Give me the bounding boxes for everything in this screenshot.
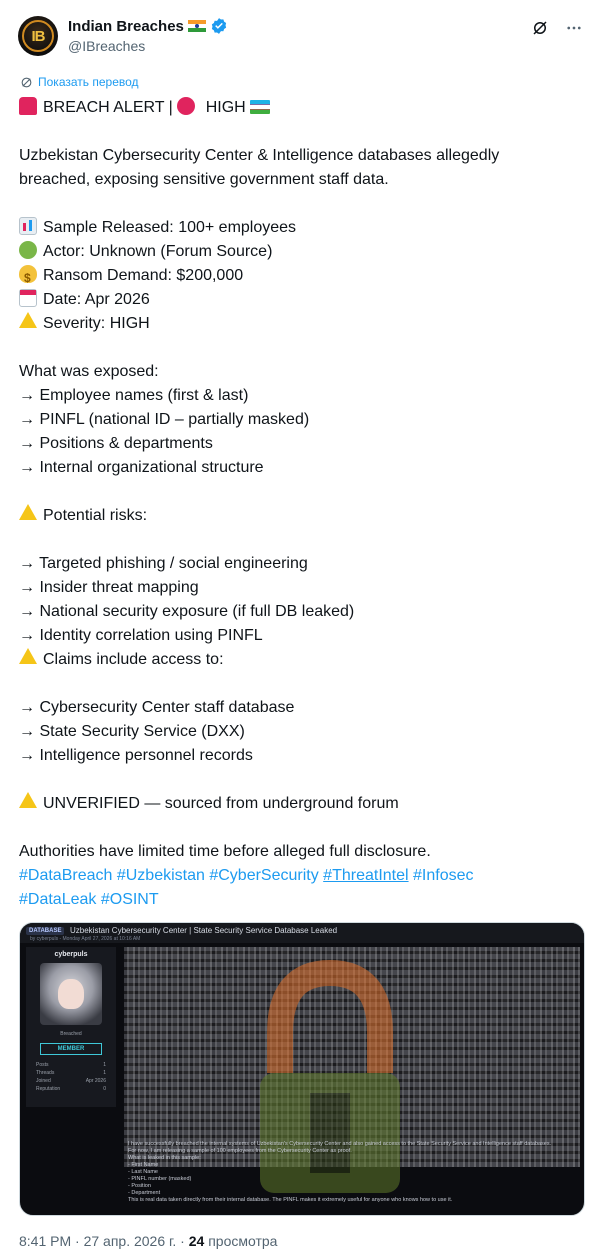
exposed-item: → Internal organizational structure [19, 459, 264, 476]
hashtag-link[interactable]: #CyberSecurity [209, 867, 319, 884]
forum-username: cyberpuls [54, 951, 88, 958]
stat-row: Threads 1 [36, 1070, 106, 1076]
tweet-footer [19, 1233, 277, 1249]
actor-line [19, 240, 585, 264]
tweet-text [19, 96, 585, 912]
masks-emoji [19, 241, 37, 259]
unverified-text: UNVERIFIED — sourced from underground forum [43, 795, 399, 812]
attached-screenshot[interactable] [19, 922, 585, 1216]
warning-emoji [19, 504, 37, 520]
translate-link[interactable] [20, 75, 139, 89]
forum-user-card [26, 947, 116, 1107]
risks-header-line [19, 504, 585, 528]
hashtag-link[interactable]: #DataLeak [19, 891, 97, 908]
hashtag-link[interactable]: #DataBreach [19, 867, 113, 884]
actor-text: Actor: Unknown (Forum Source) [43, 243, 273, 260]
stat-row: Joined Apr 2026 [36, 1078, 106, 1084]
post-line: What is leaked in this sample: [128, 1155, 201, 1161]
india-flag-icon [188, 20, 206, 32]
post-line: - First Name [128, 1162, 159, 1168]
alert-line [19, 96, 585, 120]
claim-item: → Cybersecurity Center staff database [19, 699, 295, 716]
ransom-text: Ransom Demand: $200,000 [43, 267, 244, 284]
unverified-line [19, 792, 585, 816]
warning-emoji [19, 312, 37, 328]
risk-item: → Identity correlation using PINFL [19, 627, 263, 644]
warning-emoji [19, 792, 37, 808]
handle[interactable]: @IBreaches [68, 38, 146, 54]
claim-item: → Intelligence personnel records [19, 747, 253, 764]
avatar-logo-text: IB [31, 27, 45, 45]
severity-text: Severity: HIGH [43, 315, 150, 332]
red-circle-emoji [177, 97, 195, 115]
siren-emoji [19, 97, 37, 115]
intro-line-1: Uzbekistan Cybersecurity Center & Intelligence databases allegedly [19, 147, 500, 164]
forum-thread-meta: by cyberpuls - Monday April 27, 2026 at 10:16 AM [30, 936, 141, 942]
author-names [68, 16, 228, 54]
views-label: просмотра [204, 1233, 278, 1249]
date-text: Date: Apr 2026 [43, 291, 150, 308]
hashtag-link[interactable]: #Uzbekistan [116, 867, 205, 884]
forum-user-avatar [40, 963, 102, 1025]
money-bag-emoji [19, 265, 37, 283]
stat-row: Reputation 0 [36, 1086, 106, 1092]
grok-icon[interactable] [530, 18, 550, 38]
hashtag-link[interactable]: #ThreatIntel [323, 867, 409, 884]
bar-chart-emoji [19, 217, 37, 235]
post-line: I have successfully breached the internal systems of Uzbekistan's Cybersecurity Center and also gained access to the State Security Service and Intelligence staff databases. [128, 1141, 552, 1147]
risk-item: → Insider threat mapping [19, 579, 199, 596]
forum-thread-header [20, 923, 585, 943]
sample-text: Sample Released: 100+ employees [43, 219, 297, 236]
translate-label: Показать перевод [38, 75, 139, 89]
exposed-item: → Employee names (first & last) [19, 387, 249, 404]
views-count[interactable]: 24 [188, 1233, 205, 1249]
high-text: HIGH [201, 99, 251, 116]
timestamp[interactable]: 8:41 PM · 27 апр. 2026 г. · [19, 1233, 189, 1249]
verified-badge-icon[interactable] [210, 17, 228, 35]
exposed-header: What was exposed: [19, 363, 159, 380]
risk-item: → National security exposure (if full DB leaked) [19, 603, 355, 620]
tweet-actions-top [530, 18, 584, 38]
post-line: For now, I am releasing a sample of 100 employees from the Cybersecurity Center as proof. [128, 1148, 352, 1154]
claims-header: Claims include access to: [43, 651, 224, 668]
risk-item: → Targeted phishing / social engineering [19, 555, 308, 572]
calendar-emoji [19, 289, 37, 307]
hashtags-line-1 [19, 864, 585, 888]
display-name[interactable]: Indian Breaches [68, 17, 184, 35]
more-icon[interactable] [564, 18, 584, 38]
risks-header: Potential risks: [43, 507, 148, 524]
intro-line-2: breached, exposing sensitive government staff data. [19, 171, 389, 188]
sample-line [19, 216, 585, 240]
post-line: - Last Name [128, 1169, 158, 1175]
forum-user-rank: Breached [60, 1031, 82, 1037]
closing-line: Authorities have limited time before alleged full disclosure. [19, 843, 431, 860]
date-line [19, 288, 585, 312]
alert-text: BREACH ALERT | [43, 99, 178, 116]
post-line: - PINFL number (masked) [128, 1176, 192, 1182]
hashtags-line-2 [19, 888, 585, 912]
claim-item: → State Security Service (DXX) [19, 723, 245, 740]
member-badge: MEMBER [40, 1043, 102, 1055]
post-line: - Position [128, 1183, 151, 1189]
hashtag-link[interactable]: #OSINT [100, 891, 159, 908]
avatar[interactable] [18, 16, 58, 56]
severity-line [19, 312, 585, 336]
warning-emoji [19, 648, 37, 664]
display-name-row [68, 16, 228, 36]
tweet-header [18, 16, 584, 58]
translate-icon [20, 76, 33, 89]
post-line: - Department [128, 1190, 161, 1196]
exposed-item: → PINFL (national ID – partially masked) [19, 411, 310, 428]
ransom-line [19, 264, 585, 288]
forum-post-body [128, 1141, 578, 1204]
uzbekistan-flag-emoji [250, 100, 270, 114]
forum-logo: DATABASE [26, 927, 64, 935]
stat-row: Posts 1 [36, 1062, 106, 1068]
forum-user-stats [36, 1061, 106, 1093]
hashtag-link[interactable]: #Infosec [413, 867, 474, 884]
forum-thread-title: Uzbekistan Cybersecurity Center | State Security Service Database Leaked [70, 926, 338, 935]
post-line: This is real data taken directly from their internal database. The PINFL makes it extremely useful for anyone who knows how to use it. [128, 1197, 453, 1203]
claims-header-line [19, 648, 585, 672]
exposed-item: → Positions & departments [19, 435, 213, 452]
